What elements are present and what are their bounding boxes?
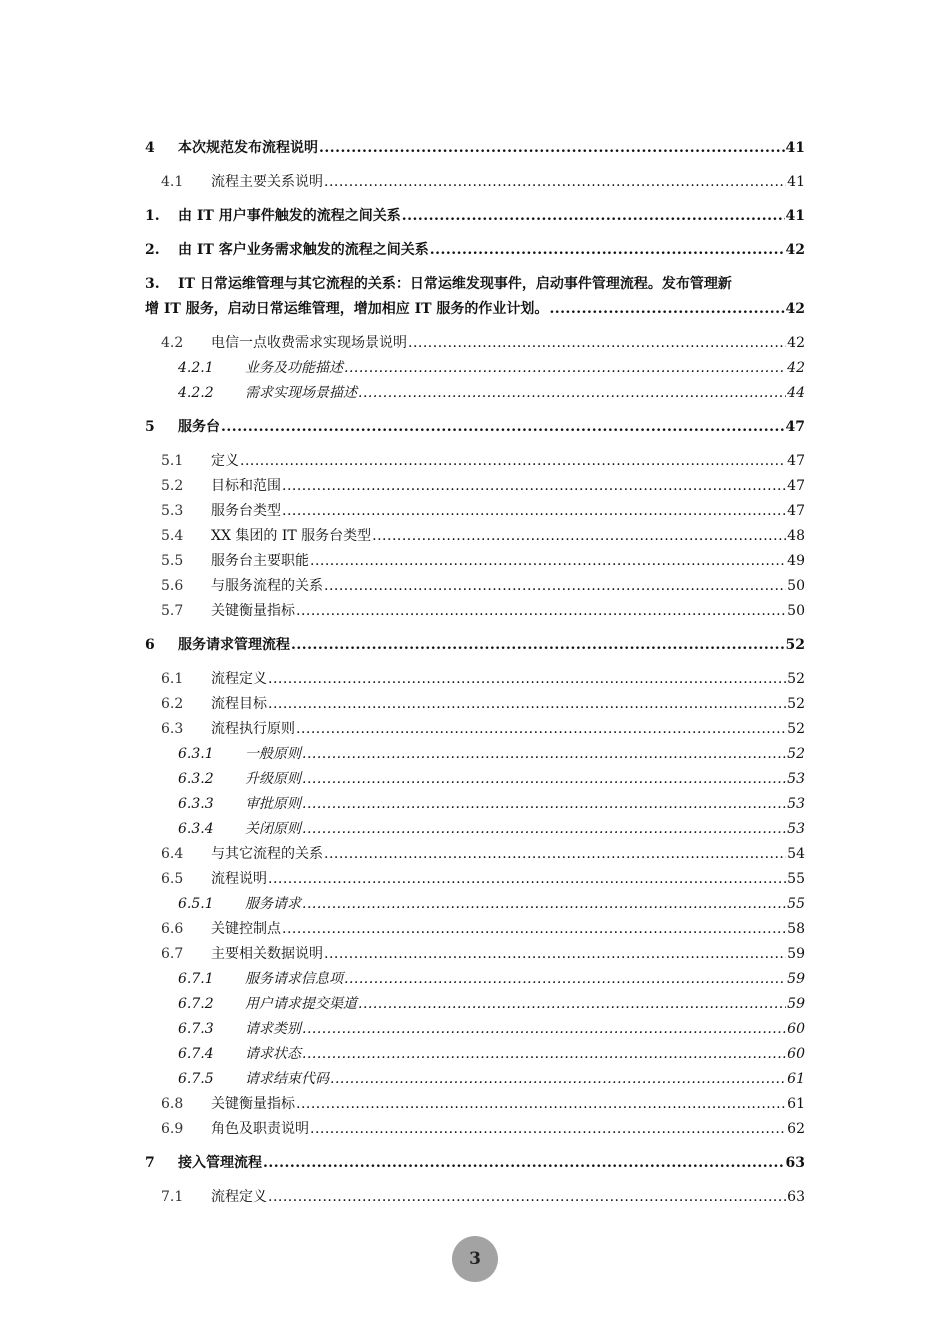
toc-entry-number: 6.3.3: [178, 796, 214, 812]
toc-entry-number: 5.3: [161, 503, 184, 519]
toc-entry-page: 47: [787, 478, 805, 494]
toc-entry-page: 60: [787, 1021, 805, 1037]
toc-entry-page: 42: [787, 360, 805, 376]
dot-leader: [330, 1067, 786, 1092]
toc-entry[interactable]: [145, 633, 805, 658]
toc-entry-page: 61: [787, 1096, 805, 1112]
dot-leader: [302, 1042, 786, 1067]
toc-entry[interactable]: [145, 204, 805, 229]
toc-entry-page: 41: [785, 208, 805, 224]
toc-entry-page: 41: [787, 174, 805, 190]
dot-leader: [302, 1017, 786, 1042]
toc-entry-title: 服务请求管理流程: [178, 637, 290, 653]
toc-entry[interactable]: [145, 499, 805, 524]
toc-entry-page: 52: [787, 696, 805, 712]
toc-entry-number: 5.2: [161, 478, 184, 494]
toc-entry-number: 5.7: [161, 603, 184, 619]
toc-entry-page: 61: [787, 1071, 805, 1087]
toc-entry-page: 47: [787, 503, 805, 519]
dot-leader: [344, 356, 786, 381]
toc-entry-page: 41: [785, 140, 805, 156]
toc-entry-number: 6.5.1: [178, 896, 214, 912]
toc-entry-number: 1.: [145, 208, 160, 224]
dot-leader: [408, 331, 786, 356]
toc-entry-number: 6.6: [161, 921, 184, 937]
toc-entry-number: 5: [145, 419, 155, 435]
toc-entry-number: 4.2.1: [178, 360, 214, 376]
toc-entry-title: 与服务流程的关系: [211, 578, 323, 594]
toc-entry-page: 60: [787, 1046, 805, 1062]
toc-entry-title: 流程主要关系说明: [211, 174, 323, 190]
toc-entry-page: 53: [787, 821, 805, 837]
toc-entry-page: 50: [787, 578, 805, 594]
toc-entry-title: 关键衡量指标: [211, 1096, 295, 1112]
toc-entry-title: 本次规范发布流程说明: [178, 140, 318, 156]
toc-entry-number: 5.1: [161, 453, 184, 469]
toc-entry-title: XX 集团的 IT 服务台类型: [211, 528, 372, 544]
toc-entry-number: 6.7.5: [178, 1071, 214, 1087]
toc-entry-title: 由 IT 客户业务需求触发的流程之间关系: [178, 242, 429, 258]
toc-entry-page: 52: [787, 746, 805, 762]
toc-entry-number: 6.3.2: [178, 771, 214, 787]
toc-entry[interactable]: [145, 717, 805, 742]
toc-entry-page: 59: [787, 996, 805, 1012]
toc-entry-title: 业务及功能描述: [245, 360, 343, 376]
dot-leader: [302, 892, 786, 917]
toc-entry-title: 一般原则: [245, 746, 301, 762]
toc-entry-page: 63: [787, 1189, 805, 1205]
toc-entry-title: 服务台类型: [211, 503, 281, 519]
dot-leader: [324, 842, 786, 867]
toc-entry-page: 50: [787, 603, 805, 619]
toc-entry-page: 48: [787, 528, 805, 544]
toc-entry[interactable]: [145, 942, 805, 967]
toc-entry-number: 5.5: [161, 553, 184, 569]
toc-entry-number: 6.2: [161, 696, 184, 712]
dot-leader: [310, 1117, 786, 1142]
toc-entry-title: 流程定义: [211, 671, 267, 687]
toc-entry[interactable]: [145, 599, 805, 624]
toc-entry-number: 6.9: [161, 1121, 184, 1137]
dot-leader: [549, 297, 784, 322]
toc-entry-page: 59: [787, 946, 805, 962]
toc-entry[interactable]: [145, 892, 805, 917]
toc-entry-title: 流程执行原则: [211, 721, 295, 737]
dot-leader: [344, 967, 786, 992]
toc-entry[interactable]: [145, 381, 805, 406]
toc-entry-number: 6.7.2: [178, 996, 214, 1012]
toc-entry-number: 6.1: [161, 671, 184, 687]
toc-entry-number: 5.6: [161, 578, 184, 594]
toc-entry-number: 6.5: [161, 871, 184, 887]
dot-leader: [296, 717, 786, 742]
toc-entry-title: 与其它流程的关系: [211, 846, 323, 862]
toc-entry-page: 52: [785, 637, 805, 653]
toc-entry-title: 服务台: [178, 419, 220, 435]
toc-entry[interactable]: [145, 1067, 805, 1092]
toc-entry-title: 需求实现场景描述: [245, 385, 357, 401]
toc-entry[interactable]: [145, 1017, 805, 1042]
toc-entry-page: 53: [787, 771, 805, 787]
dot-leader: [282, 474, 786, 499]
toc-entry-number: 4.1: [161, 174, 184, 190]
toc-entry-number: 6.7.1: [178, 971, 214, 987]
toc-entry-title: 电信一点收费需求实现场景说明: [211, 335, 407, 351]
toc-entry-title: 关键控制点: [211, 921, 281, 937]
dot-leader: [268, 692, 786, 717]
toc-entry-title: 关闭原则: [245, 821, 301, 837]
toc-entry-title: 由 IT 用户事件触发的流程之间关系: [178, 208, 401, 224]
toc-entry[interactable]: [145, 767, 805, 792]
toc-entry-page: 42: [785, 301, 805, 317]
dot-leader: [296, 599, 786, 624]
toc-entry-number: 7.1: [161, 1189, 184, 1205]
toc-entry-number: 6: [145, 637, 155, 653]
dot-leader: [268, 667, 786, 692]
toc-entry-number: 4.2: [161, 335, 184, 351]
toc-entry-page: 44: [787, 385, 805, 401]
toc-entry-number: 4: [145, 140, 155, 156]
dot-leader: [282, 499, 786, 524]
dot-leader: [324, 942, 786, 967]
toc-entry[interactable]: [145, 742, 805, 767]
toc-entry[interactable]: [145, 967, 805, 992]
toc-entry-page: 55: [787, 871, 805, 887]
toc-entry[interactable]: [145, 549, 805, 574]
toc-entry-number: 6.7.4: [178, 1046, 214, 1062]
dot-leader: [221, 415, 785, 440]
toc-entry[interactable]: [145, 331, 805, 356]
dot-leader: [268, 867, 786, 892]
toc-entry-title-continued: 增 IT 服务，启动日常运维管理，增加相应 IT 服务的作业计划。: [145, 301, 549, 317]
toc-entry-title: 关键衡量指标: [211, 603, 295, 619]
toc-entry-number: 6.3.1: [178, 746, 214, 762]
toc-entry-title: 流程目标: [211, 696, 267, 712]
toc-entry-number: 6.3.4: [178, 821, 214, 837]
toc-entry[interactable]: [145, 917, 805, 942]
toc-entry[interactable]: [145, 1151, 805, 1176]
page-number: 3: [469, 1249, 481, 1269]
toc-entry-number: 6.3: [161, 721, 184, 737]
toc-entry-page: 42: [787, 335, 805, 351]
toc-entry-title: 定义: [211, 453, 239, 469]
toc-entry-page: 53: [787, 796, 805, 812]
toc-entry-page: 63: [785, 1155, 805, 1171]
toc-entry-page: 52: [787, 721, 805, 737]
table-of-contents: [145, 127, 805, 1210]
toc-entry[interactable]: [145, 1117, 805, 1142]
dot-leader: [296, 1092, 786, 1117]
toc-entry[interactable]: [145, 449, 805, 474]
toc-entry-title: 目标和范围: [211, 478, 281, 494]
toc-entry-number: 2.: [145, 242, 160, 258]
toc-entry-number: 5.4: [161, 528, 184, 544]
toc-entry-title: 服务台主要职能: [211, 553, 309, 569]
dot-leader: [358, 992, 786, 1017]
toc-entry-number: 6.7.3: [178, 1021, 214, 1037]
dot-leader: [263, 1151, 785, 1176]
toc-entry-page: 47: [787, 453, 805, 469]
toc-entry[interactable]: [145, 692, 805, 717]
toc-entry-number: 3.: [145, 276, 160, 292]
toc-entry[interactable]: [145, 842, 805, 867]
toc-entry[interactable]: [145, 992, 805, 1017]
dot-leader: [302, 742, 786, 767]
toc-entry-title: 服务请求: [245, 896, 301, 912]
toc-entry-page: 55: [787, 896, 805, 912]
dot-leader: [324, 574, 786, 599]
toc-entry[interactable]: [145, 667, 805, 692]
toc-entry[interactable]: [145, 272, 805, 322]
toc-entry-number: 6.8: [161, 1096, 184, 1112]
toc-entry-title: 流程说明: [211, 871, 267, 887]
dot-leader: [402, 204, 785, 229]
toc-entry-page: 59: [787, 971, 805, 987]
toc-entry[interactable]: [145, 415, 805, 440]
toc-entry-title: 升级原则: [245, 771, 301, 787]
toc-entry[interactable]: [145, 817, 805, 842]
toc-entry[interactable]: [145, 1092, 805, 1117]
toc-entry-title: 用户请求提交渠道: [245, 996, 357, 1012]
dot-leader: [358, 381, 786, 406]
toc-entry[interactable]: [145, 474, 805, 499]
toc-entry-page: 47: [785, 419, 805, 435]
toc-entry-number: 7: [145, 1155, 155, 1171]
dot-leader: [430, 238, 785, 263]
dot-leader: [310, 549, 786, 574]
toc-entry-title: 审批原则: [245, 796, 301, 812]
dot-leader: [282, 917, 786, 942]
dot-leader: [268, 1185, 786, 1210]
toc-entry-page: 49: [787, 553, 805, 569]
dot-leader: [291, 633, 785, 658]
toc-entry-number: 6.4: [161, 846, 184, 862]
dot-leader: [302, 817, 786, 842]
dot-leader: [302, 767, 786, 792]
dot-leader: [319, 136, 785, 161]
toc-entry-title: 请求类别: [245, 1021, 301, 1037]
toc-entry-title: IT 日常运维管理与其它流程的关系：日常运维发现事件，启动事件管理流程。发布管理新: [178, 276, 732, 292]
toc-entry[interactable]: [145, 867, 805, 892]
toc-entry-number: 4.2.2: [178, 385, 214, 401]
toc-entry[interactable]: [145, 136, 805, 161]
toc-entry-title: 接入管理流程: [178, 1155, 262, 1171]
toc-entry[interactable]: [145, 574, 805, 599]
toc-entry-title: 角色及职责说明: [211, 1121, 309, 1137]
toc-entry-title: 请求结束代码: [245, 1071, 329, 1087]
toc-entry-page: 54: [787, 846, 805, 862]
toc-entry-title: 主要相关数据说明: [211, 946, 323, 962]
toc-entry-number: 6.7: [161, 946, 184, 962]
toc-entry-title: 请求状态: [245, 1046, 301, 1062]
toc-entry-title: 流程定义: [211, 1189, 267, 1205]
toc-entry-page: 58: [787, 921, 805, 937]
dot-leader: [240, 449, 786, 474]
dot-leader: [372, 524, 786, 549]
toc-entry[interactable]: [145, 356, 805, 381]
toc-entry[interactable]: [145, 170, 805, 195]
page-number-badge: [452, 1236, 498, 1282]
toc-entry[interactable]: [145, 524, 805, 549]
toc-entry-title: 服务请求信息项: [245, 971, 343, 987]
toc-entry-page: 42: [785, 242, 805, 258]
toc-entry[interactable]: [145, 1042, 805, 1067]
toc-entry[interactable]: [145, 792, 805, 817]
dot-leader: [302, 792, 786, 817]
toc-entry[interactable]: [145, 1185, 805, 1210]
toc-entry-page: 62: [787, 1121, 805, 1137]
toc-entry[interactable]: [145, 238, 805, 263]
dot-leader: [324, 170, 786, 195]
toc-entry-page: 52: [787, 671, 805, 687]
